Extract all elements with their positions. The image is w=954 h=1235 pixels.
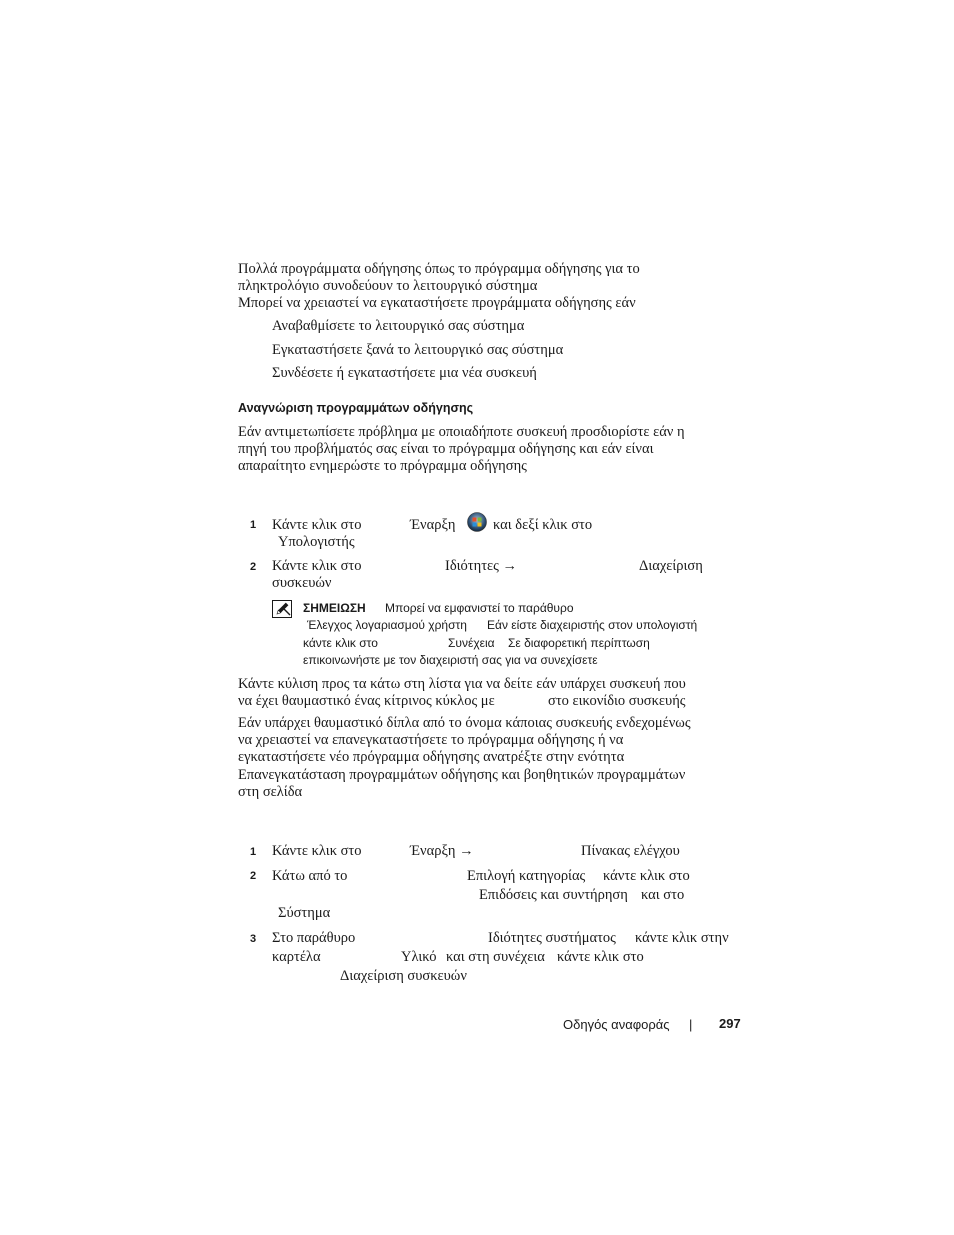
note-continue: Συνέχεια [448, 636, 495, 650]
reinstall-para-line-5: στη σελίδα [238, 784, 303, 800]
step-text: καρτέλα [272, 949, 321, 965]
reinstall-para-line-1: Εάν υπάρχει θαυμαστικό δίπλα από το όνομα κάποιας συσκευής ενδεχομένως [238, 715, 691, 731]
step-text-device-manager: Διαχείριση συσκευών [340, 968, 467, 984]
note-line-2: Εάν είστε διαχειριστής στον υπολογιστή [487, 618, 698, 632]
section-para-line-2: πηγή του προβλήματός σας είναι το πρόγραμμα οδήγησης και εάν είναι [238, 441, 654, 457]
step-text: Κάντε κλικ στο [272, 517, 362, 533]
intro-line-3: Μπορεί να χρειαστεί να εγκαταστήσετε προγράμματα οδήγησης εάν [238, 295, 636, 311]
note-line-4: επικοινωνήστε με τον διαχειριστή σας για να συνεχίσετε [303, 653, 598, 667]
windows-start-icon [467, 512, 487, 532]
step-number: 3 [250, 933, 257, 945]
step-number: 1 [250, 519, 257, 531]
note-pencil-icon [272, 600, 292, 618]
section-heading: Αναγνώριση προγραμμάτων οδήγησης [238, 401, 474, 415]
step-text-performance: Επιδόσεις και συντήρηση [479, 887, 628, 903]
reinstall-para-line-3: εγκαταστήσετε νέο πρόγραμμα οδήγησης ανατρέξτε στην ενότητα [238, 749, 625, 765]
step-text: Κάντε κλικ στο [272, 558, 362, 574]
note-uac-title: Έλεγχος λογαριασμού χρήστη [307, 618, 467, 632]
reinstall-para-line-4: Επανεγκατάσταση προγραμμάτων οδήγησης και βοηθητικών προγραμμάτων [238, 767, 686, 783]
step-text: Κάντε κλικ στο [272, 843, 362, 859]
step-text-device-manager: Διαχείριση [639, 558, 703, 574]
step-number: 2 [250, 561, 257, 573]
scroll-para-line-1: Κάντε κύλιση προς τα κάτω στη λίστα για να δείτε εάν υπάρχει συσκευή που [238, 676, 686, 692]
section-para-line-1: Εάν αντιμετωπίσετε πρόβλημα με οποιαδήποτε συσκευή προσδιορίστε εάν η [238, 424, 685, 440]
step-text: κάντε κλικ στην [635, 930, 729, 946]
page-number: 297 [719, 1016, 741, 1031]
step-number: 1 [250, 846, 257, 858]
step-text: κάντε κλικ στο [557, 949, 644, 965]
step-text: και στο [641, 887, 685, 903]
step-text: και δεξί κλικ στο [493, 517, 593, 533]
step-text-start: Έναρξη → [410, 843, 474, 859]
step-text-hardware: Υλικό [401, 949, 437, 965]
step-text: Κάτω από το [272, 868, 348, 884]
note-label: ΣΗΜΕΙΩΣΗ [303, 601, 366, 615]
note-line-3: κάντε κλικ στο [303, 636, 378, 650]
step-text: και στη συνέχεια [446, 949, 545, 965]
bullet-upgrade-os: Αναβαθμίσετε το λειτουργικό σας σύστημα [272, 318, 525, 334]
footer-title: Οδηγός αναφοράς [563, 1017, 670, 1032]
step-text-system-properties: Ιδιότητες συστήματος [488, 930, 616, 946]
scroll-para-line-2: να έχει θαυμαστικό ένας κίτρινος κύκλος με [238, 693, 495, 709]
section-para-line-3: απαραίτητο ενημερώστε το πρόγραμμα οδήγησης [238, 458, 527, 474]
step-text-computer: Υπολογιστής [278, 534, 355, 550]
step-text-pick-category: Επιλογή κατηγορίας [467, 868, 586, 884]
step-text: κάντε κλικ στο [603, 868, 690, 884]
footer-separator: | [689, 1017, 693, 1032]
bullet-new-device: Συνδέσετε ή εγκαταστήσετε μια νέα συσκευή [272, 365, 537, 381]
step-text-system: Σύστημα [278, 905, 331, 921]
step-text-properties: Ιδιότητες → [445, 558, 518, 574]
scroll-para-line-2b: στο εικονίδιο συσκευής [548, 693, 686, 709]
intro-line-1: Πολλά προγράμματα οδήγησης όπως το πρόγραμμα οδήγησης για το [238, 261, 640, 277]
note-line-3b: Σε διαφορετική περίπτωση [508, 636, 650, 650]
note-line-1: Μπορεί να εμφανιστεί το παράθυρο [385, 601, 574, 615]
step-text-start: Έναρξη [410, 517, 456, 533]
step-text: Στο παράθυρο [272, 930, 356, 946]
step-number: 2 [250, 870, 257, 882]
step-text-control-panel: Πίνακας ελέγχου [581, 843, 680, 859]
reinstall-para-line-2: να χρειαστεί να επανεγκαταστήσετε το πρόγραμμα οδήγησης ή να [238, 732, 624, 748]
step-text-device-manager-cont: συσκευών [272, 575, 332, 591]
intro-line-2: πληκτρολόγιο συνοδεύουν το λειτουργικό σύστημα [238, 278, 538, 294]
bullet-reinstall-os: Εγκαταστήσετε ξανά το λειτουργικό σας σύστημα [272, 342, 564, 358]
